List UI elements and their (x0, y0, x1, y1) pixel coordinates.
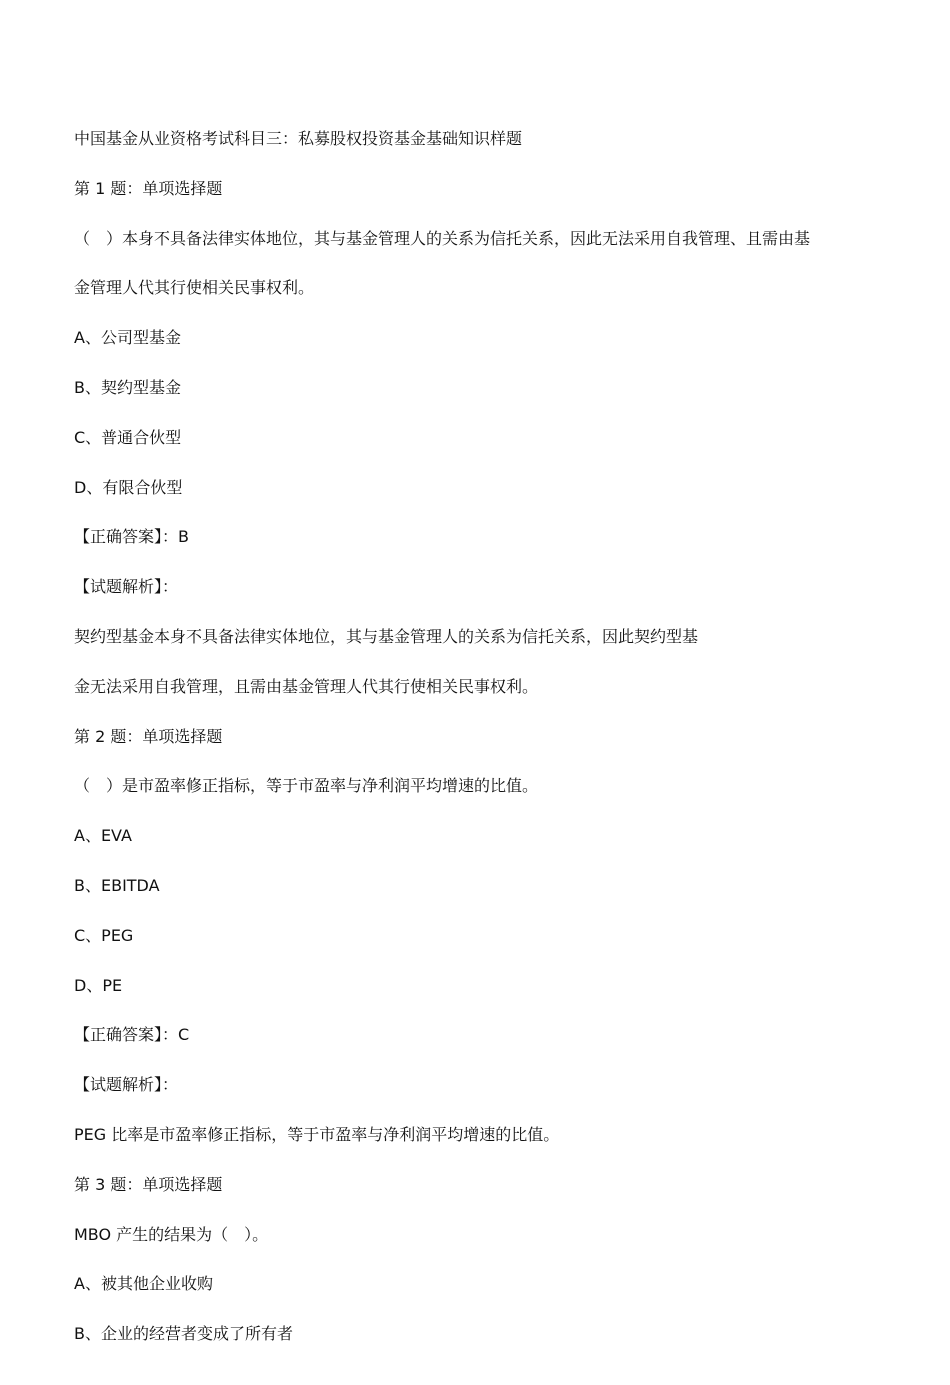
question-2-option-a: A、EVA (74, 826, 132, 846)
question-1-option-c: C、普通合伙型 (74, 427, 182, 447)
document-page (74, 128, 874, 1373)
question-1-analysis-line-2: 金无法采用自我管理，且需由基金管理人代其行使相关民事权利。 (74, 676, 539, 696)
question-1-option-a: A、公司型基金 (74, 328, 181, 348)
question-2-header: 第 2 题：单项选择题 (74, 726, 223, 746)
question-1-stem-line-2: 金管理人代其行使相关民事权利。 (74, 278, 315, 298)
question-3-option-b: B、企业的经营者变成了所有者 (74, 1324, 293, 1344)
document-title: 中国基金从业资格考试科目三：私募股权投资基金基础知识样题 (74, 129, 523, 148)
question-2-option-d: D、PE (74, 975, 123, 995)
question-1-header: 第 1 题：单项选择题 (74, 178, 223, 198)
question-1-option-b: B、契约型基金 (74, 377, 181, 397)
question-2-option-c: C、PEG (74, 925, 134, 945)
question-2-answer: 【正确答案】：C (74, 1025, 190, 1045)
question-1-analysis-line-1: 契约型基金本身不具备法律实体地位，其与基金管理人的关系为信托关系，因此契约型基 (74, 626, 699, 646)
question-3-header: 第 3 题：单项选择题 (74, 1174, 223, 1194)
question-1-answer: 【正确答案】：B (74, 527, 189, 547)
question-2-option-b: B、EBITDA (74, 875, 160, 895)
question-2-stem-line-1: （ ）是市盈率修正指标，等于市盈率与净利润平均增速的比值。 (74, 776, 539, 796)
question-1-stem-line-1: （ ）本身不具备法律实体地位，其与基金管理人的关系为信托关系，因此无法采用自我管理、且需由基 (74, 228, 811, 248)
question-1-analysis-label: 【试题解析】： (74, 577, 179, 597)
question-3-stem-line-1: MBO 产生的结果为（ ）。 (74, 1224, 269, 1244)
question-3-option-a: A、被其他企业收购 (74, 1274, 213, 1294)
question-2-analysis-label: 【试题解析】： (74, 1075, 179, 1095)
question-2-analysis-line-1: PEG 比率是市盈率修正指标，等于市盈率与净利润平均增速的比值。 (74, 1124, 560, 1144)
question-1-option-d: D、有限合伙型 (74, 477, 183, 497)
